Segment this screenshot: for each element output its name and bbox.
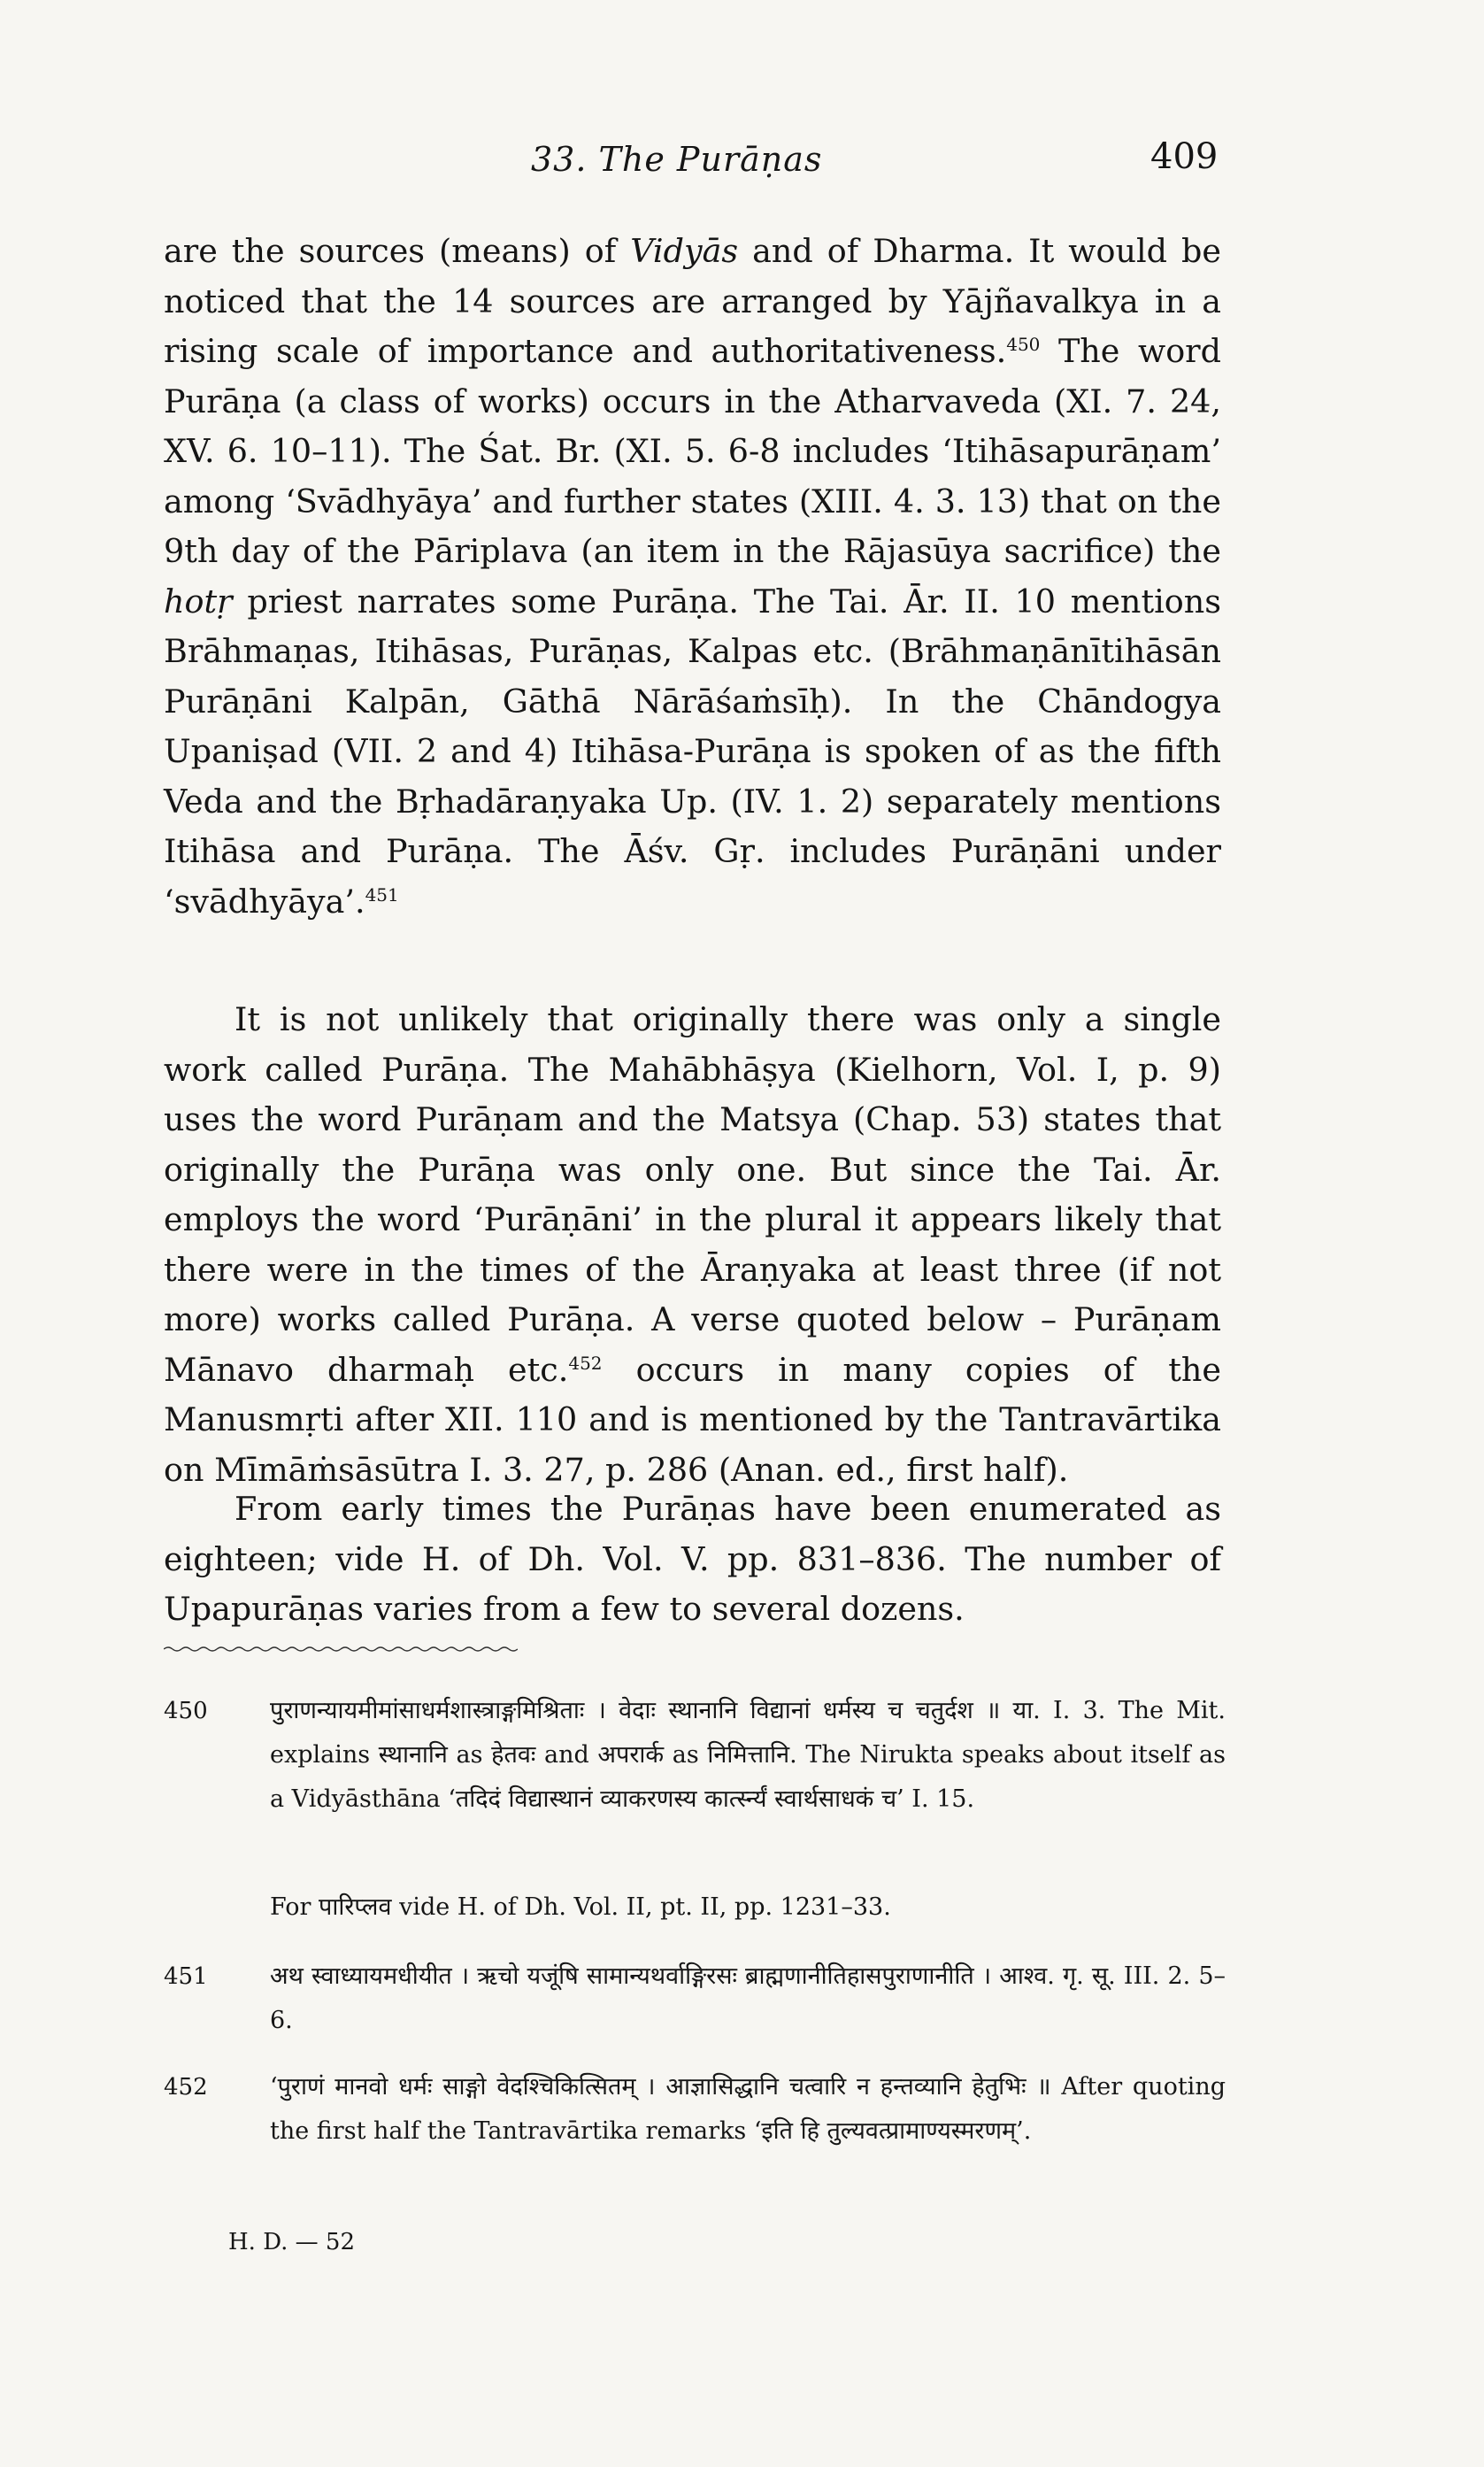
footnote-text: पुराणन्यायमीमांसाधर्मशास्त्राङ्गमिश्रिताः । वेदाः स्थानानि विद्यानां धर्मस्य च चतुर्दश ॥ या. I. 3. The Mit. explains स्थानानि as हेतवः and अपरार्क as निमित्तानि. The Nirukta speaks about itself as a Vidyāsthāna ‘तदिदं विद्यास्थानं व्याकरणस्य कार्त्स्न्यं स्वार्थसाधकं च’ I. 15.: [270, 1697, 1226, 1813]
footnote-number: 450: [164, 1698, 208, 1724]
footnote-452: [164, 2065, 1226, 2154]
footnote-text: For पारिप्लव vide H. of Dh. Vol. II, pt. II, pp. 1231–33.: [270, 1893, 891, 1921]
footnote-text: अथ स्वाध्यायमधीयीत । ऋचो यजूंषि सामान्यथर्वाङ्गिरसः ब्राह्मणानीतिहासपुराणानीति । आश्व. गृ. सू. III. 2. 5–6.: [270, 1962, 1226, 2034]
footnote-451: [164, 1954, 1226, 2043]
running-title: 33. The Purāṇas: [531, 140, 823, 179]
footnote-ref-450[interactable]: 450: [1006, 333, 1041, 355]
footnote-number: 451: [164, 1963, 208, 1990]
page-number: 409: [1150, 136, 1219, 177]
footnote-divider: [164, 1645, 518, 1654]
footnote-ref-452[interactable]: 452: [568, 1352, 603, 1374]
page-header: [0, 136, 1484, 193]
paragraph-1: are the sources (means) of Vidyās and of Dharma. It would be noticed that the 14 sources are arranged by Yājñavalkya in a rising scale of importance and authoritativeness.$^{450}$ The word Purāṇa (a class of works) occurs in the Atharvaveda (XI. 7. 24, XV. 6. 10–11). The Śat. Br. (XI. 5. 6-8 includes ‘Itihāsapurāṇam’ among ‘Svādhyāya’ and further states (XIII. 4. 3. 13) that on the 9th day of the Pāriplava (an item in the Rājasūya sacrifice) the hotṛ priest narrates some Purāṇa. The Tai. Ār. II. 10 mentions Brāhmaṇas, Itihāsas, Purāṇas, Kalpas etc. (Brāhmaṇānītihāsān Purāṇāni Kalpān, Gāthā Nārāśaṁsīḥ). In the Chāndogya Upaniṣad (VII. 2 and 4) Itihāsa-Purāṇa is spoken of as the fifth Veda and the Bṛhadāraṇyaka Up. (IV. 1. 2) separately mentions Itihāsa and Purāṇa. The Āśv. Gṛ. includes Purāṇāni under ‘svādhyāya’.$^{451}$: [164, 232, 1221, 921]
footnote-ref-451[interactable]: 451: [365, 883, 399, 906]
paragraph-2: It is not unlikely that originally there was only a single work called Purāṇa. The Mahābhāṣya (Kielhorn, Vol. I, p. 9) uses the word Purāṇam and the Matsya (Chap. 53) states that originally the Purāṇa was only one. But since the Tai. Ār. employs the word ‘Purāṇāni’ in the plural it appears likely that there were in the times of the Āraṇyaka at least three (if not more) works called Purāṇa. A verse quoted below – Purāṇam Mānavo dharmaḥ etc.$^{452}$ occurs in many copies of the Manusmṛti after XII. 110 and is mentioned by the Tantravārtika on Mīmāṁsāsūtra I. 3. 27, p. 286 (Anan. ed., first half).: [164, 1000, 1221, 1489]
footnote-450-note: [164, 1885, 1226, 1930]
signature-mark: H. D. — 52: [228, 2229, 355, 2255]
footnote-450: [164, 1689, 1226, 1822]
footnote-number: 452: [164, 2074, 208, 2101]
footnote-text: ‘पुराणं मानवो धर्मः साङ्गो वेदश्चिकित्सितम् । आज्ञासिद्धानि चत्वारि न हन्तव्यानि हेतुभिः ॥ After quoting the first half the Tantravārtika remarks ‘इति हि तुल्यवत्प्रामाण्यस्मरणम्’.: [270, 2073, 1226, 2145]
paragraph-3: From early times the Purāṇas have been enumerated as eighteen; vide H. of Dh. Vol. V. pp. 831–836. The number of Upapurāṇas varies from a few to several dozens.: [164, 1490, 1221, 1628]
